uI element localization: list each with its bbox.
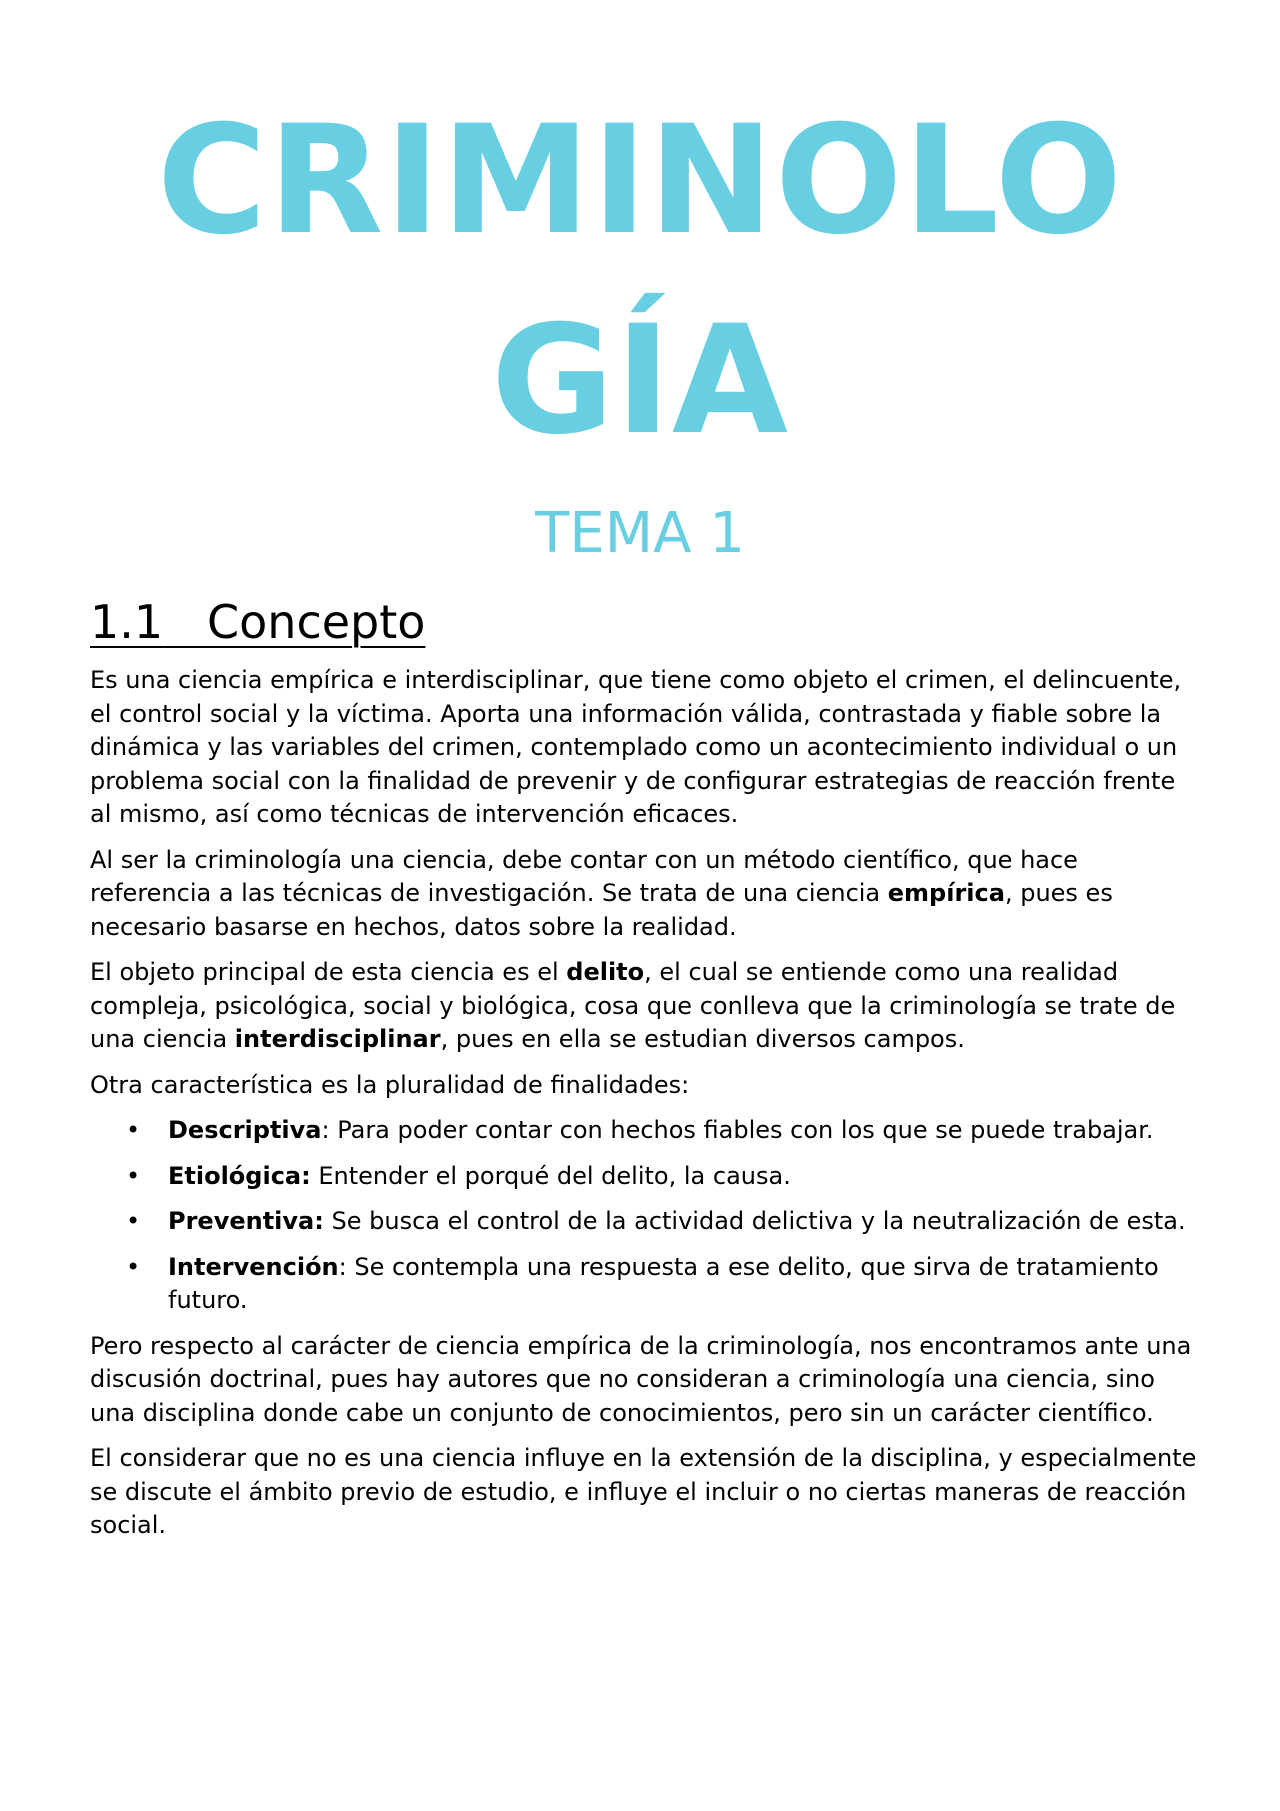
bullet-icon: • [126, 1116, 141, 1144]
bullet-icon: • [126, 1161, 141, 1190]
bullet-icon: • [126, 1252, 141, 1281]
paragraph-discusion: Pero respecto al carácter de ciencia empírica de la criminología, nos encontramos ante una discusión doctrinal, pues hay autores que no consideran a criminología una ciencia, sino una disciplina donde cabe un conjunto de conocimientos, pero sin un carácter científico. [90, 1331, 1192, 1427]
list-item-term: Descriptiva [168, 1116, 322, 1144]
paragraph-text: , el cual se entiende como una realidad compleja, psicológica, social y biológica, cosa que conlleva que la criminología se trate de una ciencia [90, 958, 1176, 1053]
bold-term: delito [566, 958, 645, 986]
paragraph-text: Al ser la criminología una ciencia, debe contar con un método científico, que hace referencia a las técnicas de investigación. Se trata de una ciencia [90, 845, 1078, 907]
list-item [126, 1160, 1202, 1194]
finalidades-list [90, 1114, 1202, 1318]
paragraph-objeto [90, 956, 1202, 1057]
list-item-text: Entender el porqué del delito, la causa. [310, 1161, 791, 1190]
bold-term: interdisciplinar [234, 1025, 441, 1053]
bold-term: empírica [887, 879, 1005, 907]
list-item [126, 1251, 1202, 1318]
document-title-line-1: CRIMINOLO [156, 94, 1124, 268]
list-item-term: Etiológica: [168, 1161, 311, 1190]
document-title-line-2: GÍA [490, 294, 790, 468]
list-item [126, 1205, 1202, 1239]
paragraph-extension: El considerar que no es una ciencia influye en la extensión de la disciplina, y especialmente se discute el ámbito previo de estudio, e influye el incluir o no ciertas maneras de reacción social. [90, 1444, 1197, 1539]
document-subtitle: TEMA 1 [535, 501, 745, 566]
list-item-text: : Se contempla una respuesta a ese delito, que sirva de tratamiento futuro. [168, 1252, 1159, 1314]
list-item-term: Preventiva: [168, 1207, 324, 1235]
paragraph-definition: Es una ciencia empírica e interdisciplinar, que tiene como objeto el crimen, el delincuente, el control social y la víctima. Aporta una información válida, contrastada y fiable sobre la dinámica y las variables del crimen, contemplado como un acontecimiento individual o un problema social con la finalidad de prevenir y de configurar estrategias de reacción frente al mismo, así como técnicas de intervención eficaces. [90, 666, 1182, 828]
section-body [90, 664, 1202, 1555]
paragraph-text: El objeto principal de esta ciencia es el [90, 958, 567, 986]
list-item-text: Se busca el control de la actividad delictiva y la neutralización de esta. [323, 1207, 1186, 1235]
list-item-term: Intervención [168, 1252, 339, 1281]
section-heading [90, 592, 425, 652]
list-item [126, 1114, 1202, 1148]
paragraph-text: , pues es necesario basarse en hechos, datos sobre la realidad. [90, 879, 1113, 941]
list-item-text: : Para poder contar con hechos fiables con los que se puede trabajar. [321, 1116, 1154, 1144]
bullet-icon: • [126, 1207, 141, 1235]
paragraph-empirica [90, 844, 1202, 945]
paragraph-text: , pues en ella se estudian diversos campos. [440, 1025, 965, 1053]
section-number: 1.1 [90, 595, 164, 649]
section-title: Concepto [207, 595, 426, 649]
paragraph-finalidades-intro: Otra característica es la pluralidad de finalidades: [90, 1070, 690, 1099]
